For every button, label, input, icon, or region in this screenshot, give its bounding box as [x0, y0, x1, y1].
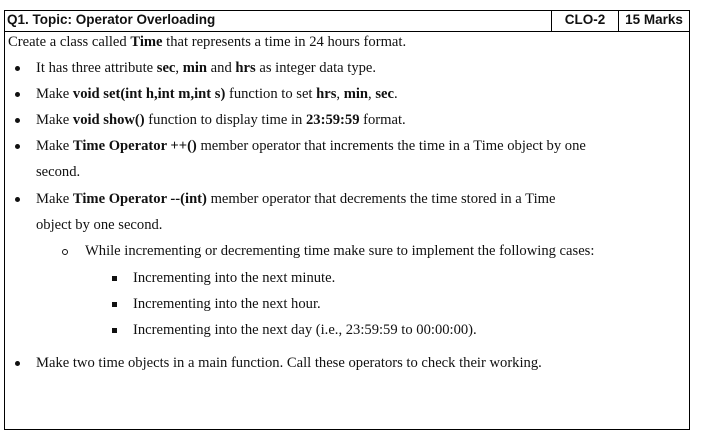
- question-box: [4, 10, 690, 430]
- decrement-operator-bullet-cont: object by one second.: [36, 217, 163, 233]
- bullet-dot: [15, 197, 20, 202]
- cases-intro-bullet: While incrementing or decrementing time make sure to implement the following cases:: [85, 243, 595, 259]
- question-title: Q1. Topic: Operator Overloading: [5, 11, 552, 31]
- attributes-bullet: It has three attribute sec, min and hrs as integer data type.: [36, 60, 377, 76]
- increment-operator-bullet-cont: second.: [36, 164, 81, 180]
- bullet-dot: [15, 118, 20, 123]
- case-square: [112, 276, 117, 281]
- bullet-dot: [15, 66, 20, 71]
- case-item: Incrementing into the next day (i.e., 23:59:59 to 00:00:00).: [133, 322, 477, 338]
- increment-operator-bullet: Make Time Operator ++() member operator that increments the time in a Time object by one: [36, 138, 586, 154]
- question-header: [5, 11, 689, 32]
- marks-label: 15 Marks: [625, 12, 683, 27]
- bullet-dot: [15, 92, 20, 97]
- case-item: Incrementing into the next minute.: [133, 270, 336, 286]
- sub-bullet-ring: [62, 249, 68, 255]
- set-function-bullet: Make void set(int h,int m,int s) function to set hrs, min, sec.: [36, 86, 398, 102]
- clo-label: CLO-2: [552, 11, 619, 31]
- bullet-dot: [15, 144, 20, 149]
- case-square: [112, 302, 117, 307]
- main-function-bullet: Make two time objects in a main function. Call these operators to check their working.: [36, 355, 542, 371]
- decrement-operator-bullet: Make Time Operator --(int) member operator that decrements the time stored in a Time: [36, 191, 556, 207]
- bullet-dot: [15, 361, 20, 366]
- case-item: Incrementing into the next hour.: [133, 296, 321, 312]
- case-square: [112, 328, 117, 333]
- show-function-bullet: Make void show() function to display time in 23:59:59 format.: [36, 112, 406, 128]
- intro-text: Create a class called Time that represents a time in 24 hours format.: [8, 34, 407, 50]
